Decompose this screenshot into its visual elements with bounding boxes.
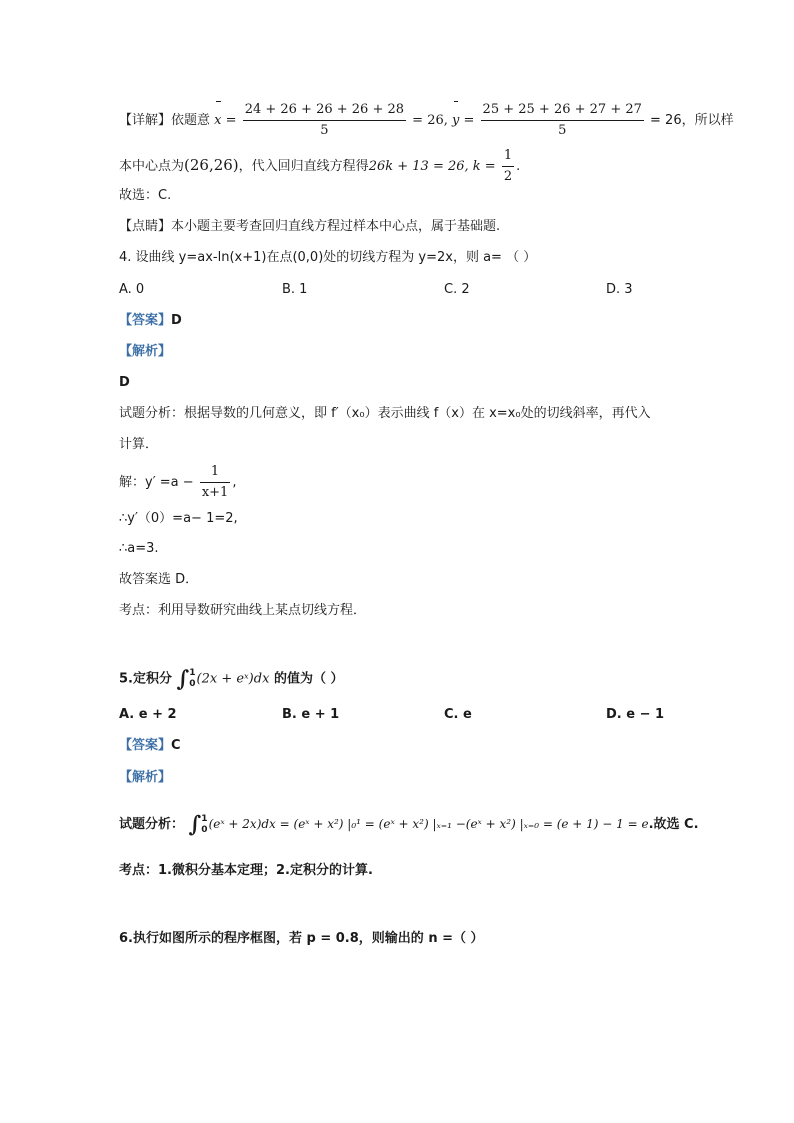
solution-lead: 解：y′ =a −: [119, 475, 194, 490]
q4-step-1: ∴y′（0）=a− 1=2,: [119, 511, 238, 526]
answer-value: C: [171, 738, 181, 753]
k-fraction: $\frac{1}{2}$: [503, 148, 513, 184]
q4-analysis-text-2: 计算．: [119, 437, 159, 452]
q5-stem-lead: 5.定积分: [119, 671, 172, 687]
center-text-2: ，代入回归直线方程得: [238, 159, 369, 174]
answer-tag: 【答案】: [119, 313, 172, 328]
q4-option-b: B. 1: [282, 282, 308, 297]
xbar-result: = 26,: [412, 113, 448, 128]
ybar-fraction: $\frac{25 + 25 + 26 + 27 + 27}{5}$: [482, 102, 642, 138]
xbar-symbol: x: [214, 103, 221, 139]
center-point: (26,26): [184, 156, 239, 174]
q5-option-c: C. e: [444, 707, 472, 722]
integral-sign-2: ∫: [188, 811, 202, 838]
q4-option-a: A. 0: [119, 282, 145, 297]
answer-tag: 【答案】: [119, 738, 172, 753]
q3-detail-line: 【详解】依题意 x = $\frac{24 + 26 + 26 + 26 + 28}{5}$ = 26, y = $\frac{25 + 25 + 26 + 27 + 27}{5}$ = 26，所以样: [119, 100, 734, 141]
q5-analysis-line: [119, 806, 699, 843]
ybar-result: = 26，所以样: [650, 113, 734, 128]
integral-sign: ∫: [176, 666, 190, 692]
comment-text: 本小题主要考查回归直线方程过样本中心点，属于基础题.: [171, 219, 501, 234]
q3-center-line: 本中心点为(26,26)，代入回归直线方程得26k + 13 = 26, k = $\frac{1}{2}$ .: [119, 146, 520, 187]
q4-kaodian: 考点：利用导数研究曲线上某点切线方程．: [119, 603, 367, 618]
q4-step-2: ∴a=3.: [119, 541, 159, 556]
q4-analysis-letter: D: [119, 375, 130, 390]
xbar-fraction: $\frac{24 + 26 + 26 + 26 + 28}{5}$: [244, 102, 405, 138]
q5-option-d: D. e − 1: [606, 707, 665, 722]
q5-stem-tail: 的值为（ ）: [273, 671, 344, 687]
q4-option-d: D. 3: [606, 282, 633, 297]
comment-tag: 【点睛】: [119, 219, 172, 234]
q4-stem: 4. 设曲线 y=ax-ln(x+1)在点(0,0)处的切线方程为 y=2x，则 a= （ ）: [119, 250, 537, 265]
q5-option-b: B. e + 1: [282, 707, 340, 722]
q4-option-c: C. 2: [444, 282, 470, 297]
q5-answer-line: [119, 737, 181, 755]
q4-conclusion: 故答案选 D．: [119, 572, 199, 587]
q5-analysis-tag: 【解析】: [119, 770, 172, 785]
detail-tag: 【详解】: [119, 113, 172, 128]
ybar-symbol: y: [452, 103, 459, 139]
center-text: 本中心点为: [119, 159, 185, 174]
q5-option-a: A. e + 2: [119, 707, 177, 722]
q3-answer: 故选：C.: [119, 188, 172, 203]
q4-solution-line: 解：y′ =a − $\frac{1}{x+1}$ ,: [119, 462, 236, 503]
detail-lead: 依题意: [171, 113, 211, 128]
integral-limits-2: 1 0: [201, 813, 208, 835]
q4-analysis-text-1: 试题分析：根据导数的几何意义，即 f′（x₀）表示曲线 f（x）在 x=x₀处的切线斜率，再代入: [119, 406, 651, 421]
solution-fraction: $\frac{1}{x+1}$: [201, 464, 229, 500]
q3-comment: [119, 218, 500, 236]
q5-stem: [119, 664, 343, 695]
q4-analysis-tag: 【解析】: [119, 344, 172, 359]
center-equation: 26k + 13 = 26, k =: [368, 159, 496, 174]
analysis-lead: 试题分析：: [119, 817, 185, 832]
analysis-tail: .故选 C.: [648, 817, 699, 832]
q5-kaodian: 考点：1.微积分基本定理；2.定积分的计算.: [119, 863, 373, 878]
integrand: (2x + eˣ)dx: [196, 671, 270, 687]
q4-answer-line: [119, 312, 182, 330]
q6-stem: 6.执行如图所示的程序框图，若 p = 0.8，则输出的 n =（ ）: [119, 931, 484, 946]
answer-value: D: [171, 313, 182, 328]
integral-limits: 1 0: [189, 668, 196, 689]
analysis-formula: (eˣ + 2x)dx = (eˣ + x²) |₀¹ = (eˣ + x²) |ₓ₌₁ −(eˣ + x²) |ₓ₌₀ = (e + 1) − 1 = e: [208, 817, 649, 831]
